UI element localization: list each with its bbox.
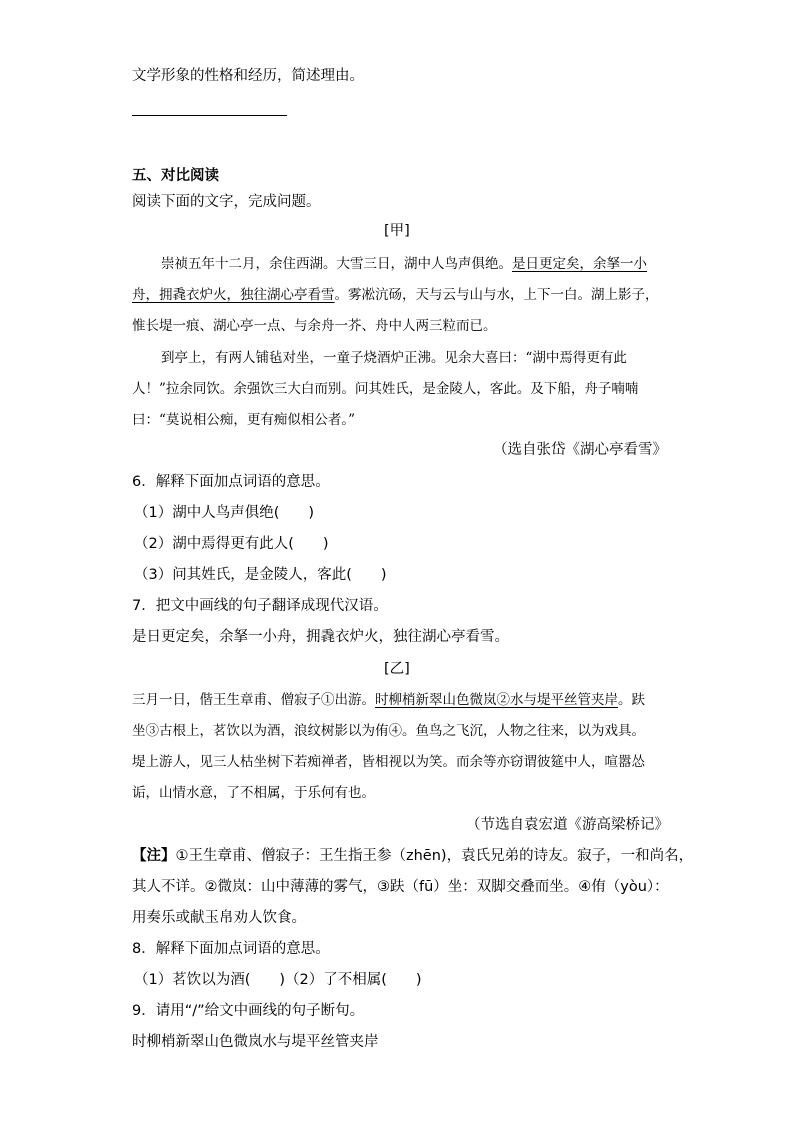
passage-jia-line: 人！”拉余同饮。余强饮三大白而别。问其姓氏，是金陵人，客此。及下船，舟子喃喃 [132,381,639,397]
question-7-sentence: 是日更定矣，余拏一小舟，拥毳衣炉火，独往湖心亭看雪。 [132,629,509,645]
passage-jia-title: [甲] [384,223,410,239]
question-7: 7．把文中画线的句子翻译成现代汉语。 [132,598,388,614]
answer-line [132,115,287,116]
passage-yi-title: [乙] [384,661,410,677]
yi-text: 三月一日，偕王生章甫、僧寂子①出游。 [132,692,375,708]
notes-line: 其人不详。②微岚：山中薄薄的雾气，③趺（fū）坐：双脚交叠而坐。④侑（yòu）： [132,879,669,895]
jia-text: 崇祯五年十二月，余住西湖。大雪三日，湖中人鸟声俱绝。 [161,256,512,272]
jia-underlined-sentence: 是日更定矣，余拏一小 [512,256,647,272]
jia-text: 。雾凇沆砀，天与云与山与水，上下一白。湖上影子， [334,287,659,303]
instruction-text: 阅读下面的文字，完成问题。 [132,194,321,210]
notes-line [132,846,693,866]
question-6-item-1: （1）湖中人鸟声俱绝( ) [134,505,315,521]
passage-yi-line: 诟，山情水意，了不相属，于乐何有也。 [132,785,375,801]
passage-jia-line [132,285,659,305]
section-heading: 五、对比阅读 [132,168,219,184]
question-8-items: （1）茗饮以为酒( )（2）了不相属( ) [134,972,422,988]
question-6: 6．解释下面加点词语的意思。 [132,474,330,490]
question-tail: 文学形象的性格和经历，简述理由。 [132,68,364,84]
yi-underlined-sentence: 时柳梢新翠山色微岚②水与堤平丝管夹岸 [375,692,618,708]
yi-text: 。趺 [618,692,645,708]
question-8: 8．解释下面加点词语的意思。 [132,941,330,957]
passage-jia-line: 惟长堤一痕、湖心亭一点、与余舟一芥、舟中人两三粒而已。 [132,318,497,334]
notes-line: 用奏乐或献玉帛劝人饮食。 [132,910,306,926]
passage-jia-line: 到亭上，有两人铺毡对坐，一童子烧酒炉正沸。见余大喜曰：“湖中焉得更有此 [161,350,627,366]
passage-jia-line: 曰：“莫说相公痴，更有痴似相公者。” [132,412,356,428]
question-9-sentence: 时柳梢新翠山色微岚水与堤平丝管夹岸 [132,1034,379,1050]
passage-jia-line [161,254,647,274]
passage-jia-source: （选自张岱《湖心亭看雪》 [493,442,667,458]
jia-underlined-sentence: 舟，拥毳衣炉火，独往湖心亭看雪 [132,287,335,303]
notes-text: ①王生章甫、僧寂子：王生指王参（zhēn)，袁氏兄弟的诗友。寂子，一和尚名， [175,848,694,864]
passage-yi-source: （节选自袁宏道《游高梁桥记》 [466,817,669,833]
notes-label: 【注】 [132,848,176,864]
question-9: 9．请用“/”给文中画线的句子断句。 [132,1003,365,1019]
question-6-item-2: （2）湖中焉得更有此人( ) [134,536,329,552]
passage-yi-line: 坐③古根上，茗饮以为酒，浪纹树影以为侑④。鱼鸟之飞沉，人物之往来，以为戏具。 [132,723,645,739]
passage-yi-line: 堤上游人，见三人枯坐树下若痴禅者，皆相视以为笑。而余等亦窃谓彼筵中人，喧嚣怂 [132,754,645,770]
passage-yi-line [132,690,645,710]
question-6-item-3: （3）问其姓氏，是金陵人，客此( ) [134,567,387,583]
